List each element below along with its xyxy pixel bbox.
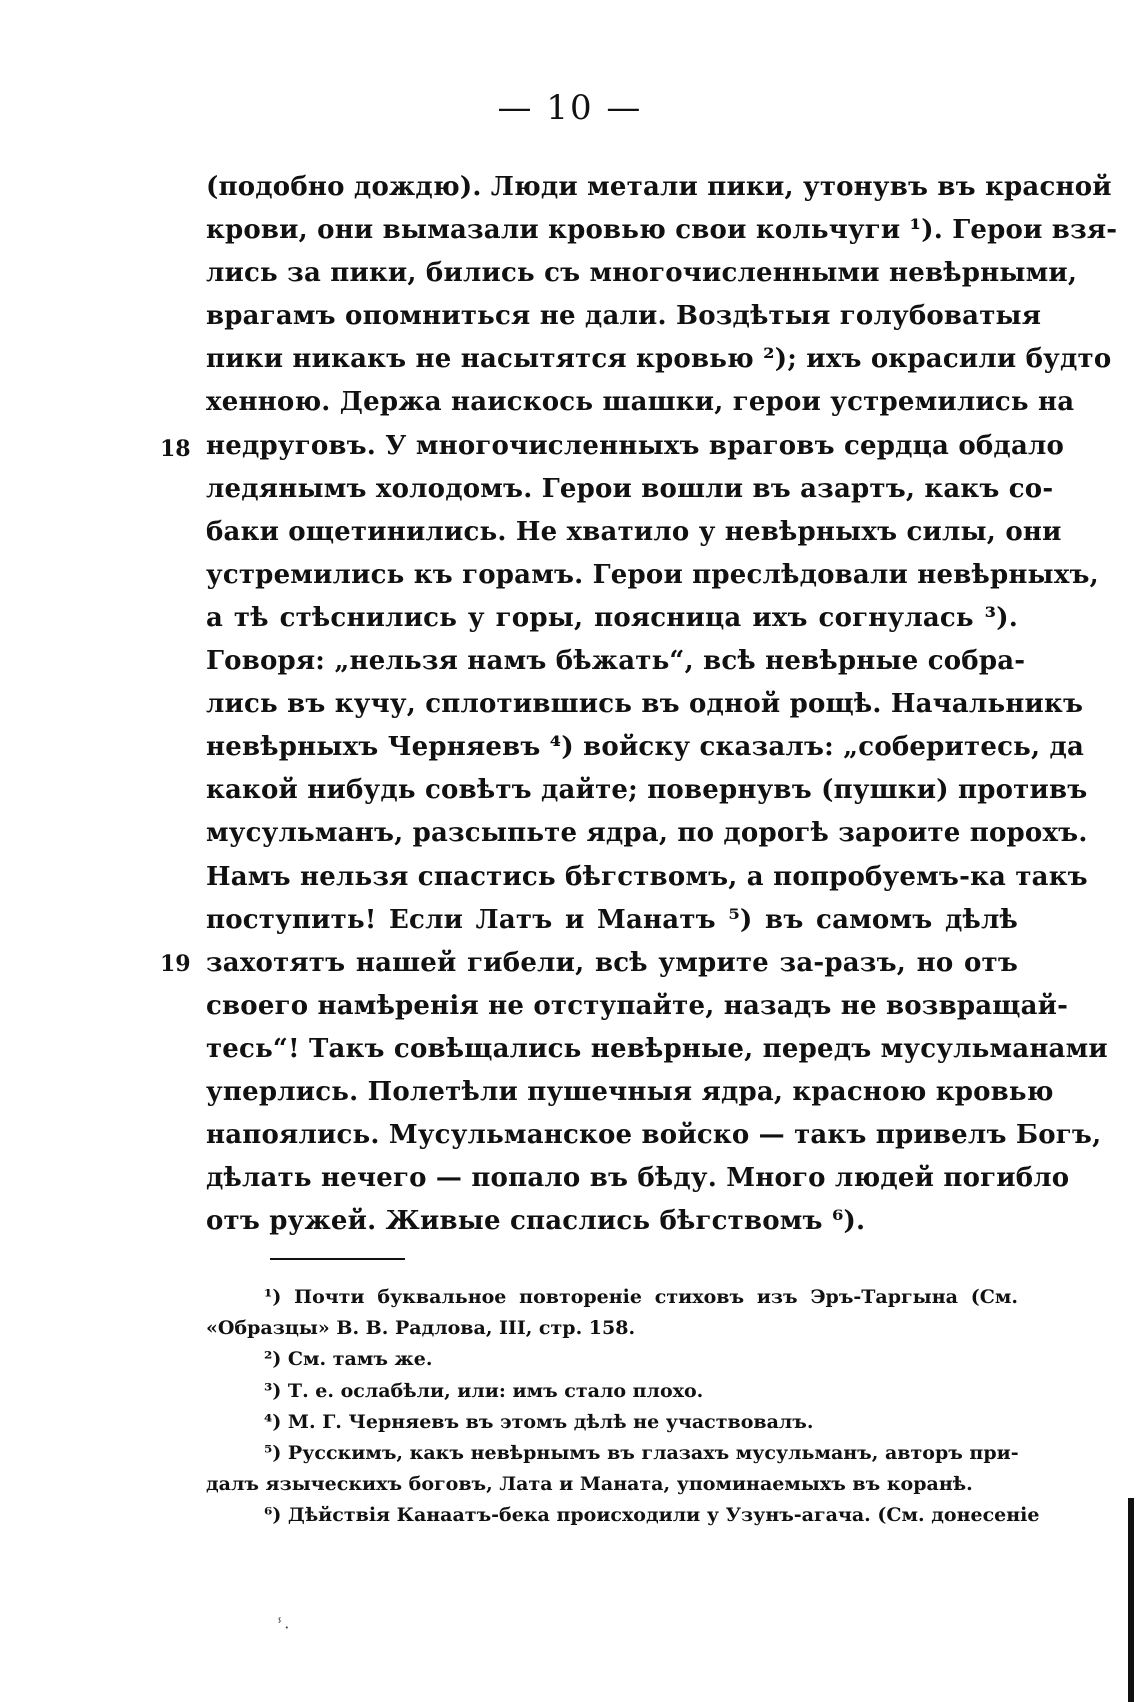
text-line: врагамъ опомниться не дали. Воздѣтыя голубоватыя [206,301,1042,332]
margin-line-number-19: 19 [160,951,191,977]
text-line: поступить! Если Латъ и Манатъ ⁵) въ самомъ дѣлѣ [206,904,1018,935]
text-line: лись въ кучу, сплотившись въ одной рощѣ. Начальникъ [206,689,1084,720]
text-line: баки ощетинились. Не хватило у невѣрныхъ силы, они [206,516,1062,547]
text-line: ледянымъ холодомъ. Герои вошли въ азартъ, какъ со- [206,473,1054,504]
footnote-2: ²) См. тамъ же. [264,1348,433,1371]
scan-edge-bar [1128,1498,1134,1702]
footnote-5: ⁵) Русскимъ, какъ невѣрнымъ въ глазахъ мусульманъ, авторъ при- [264,1441,1019,1464]
text-line: (подобно дождю). Люди метали пики, утонувъ въ красной [206,172,1112,202]
text-line: отъ ружей. Живые спаслись бѣгствомъ ⁶). [206,1206,866,1237]
footnote-3: ³) Т. е. ослабѣли, или: имъ стало плохо. [264,1379,704,1402]
text-line: мусульманъ, разсыпьте ядра, по дорогѣ зароите порохъ. [206,818,1088,849]
text-line: своего намѣренія не отступайте, назадъ не возвращай- [206,990,1069,1021]
text-line: лись за пики, бились съ многочисленными невѣрными, [206,258,1078,289]
footnote-5-continued: далъ языческихъ боговъ, Лата и Маната, упоминаемыхъ въ коранѣ. [206,1473,973,1496]
text-line: крови, они вымазали кровью свои кольчуги ¹). Герои взя- [206,215,1118,246]
text-line: пики никакъ не насытятся кровью ²); ихъ окрасили будто [206,344,1112,375]
page-number: — 10 — [497,88,643,128]
footnote-4: ⁴) М. Г. Черняевъ въ этомъ дѣлѣ не участвовалъ. [264,1410,814,1433]
text-line: недруговъ. У многочисленныхъ враговъ сердца обдало [206,430,1065,461]
footnote-1-continued: «Образцы» В. В. Радлова, III, стр. 158. [206,1317,636,1340]
footnote-1: ¹) Почти буквальное повтореніе стиховъ изъ Эръ-Таргына (См. [264,1286,1018,1308]
text-line: какой нибудь совѣтъ дайте; повернувъ (пушки) противъ [206,775,1088,806]
text-line: напоялись. Мусульманское войско — такъ привелъ Богъ, [206,1120,1102,1151]
text-line: Говоря: „нельзя намъ бѣжать“, всѣ невѣрные собра- [206,646,1026,677]
footnote-6: ⁶) Дѣйствія Канаатъ-бека происходили у Узунъ-агача. (См. донесеніе [264,1504,1040,1527]
text-line: устремились къ горамъ. Герои преслѣдовали невѣрныхъ, [206,559,1099,590]
margin-line-number-18: 18 [160,436,191,462]
text-line: Намъ нельзя спастись бѣгствомъ, а попробуемъ-ка такъ [206,861,1088,892]
text-line: захотятъ нашей гибели, всѣ умрите за-разъ, но отъ [206,947,1018,978]
text-line: невѣрныхъ Черняевъ ⁴) войску сказалъ: „соберитесь, да [206,732,1085,763]
text-line: дѣлать нечего — попало въ бѣду. Много людей погибло [206,1163,1070,1194]
text-line: тесь“! Такъ совѣщались невѣрные, передъ мусульманами [206,1033,1108,1064]
text-line: уперлись. Полетѣли пушечныя ядра, красною кровью [206,1076,1054,1107]
main-text [206,166,1118,1243]
scan-speck: ⸯ· [275,1618,290,1637]
footnote-separator [270,1258,405,1260]
footnotes [206,1282,1040,1532]
text-line: хенною. Держа наискось шашки, герои устремились на [206,387,1075,418]
text-line: а тѣ стѣснились у горы, поясница ихъ согнулась ³). [206,602,1018,633]
